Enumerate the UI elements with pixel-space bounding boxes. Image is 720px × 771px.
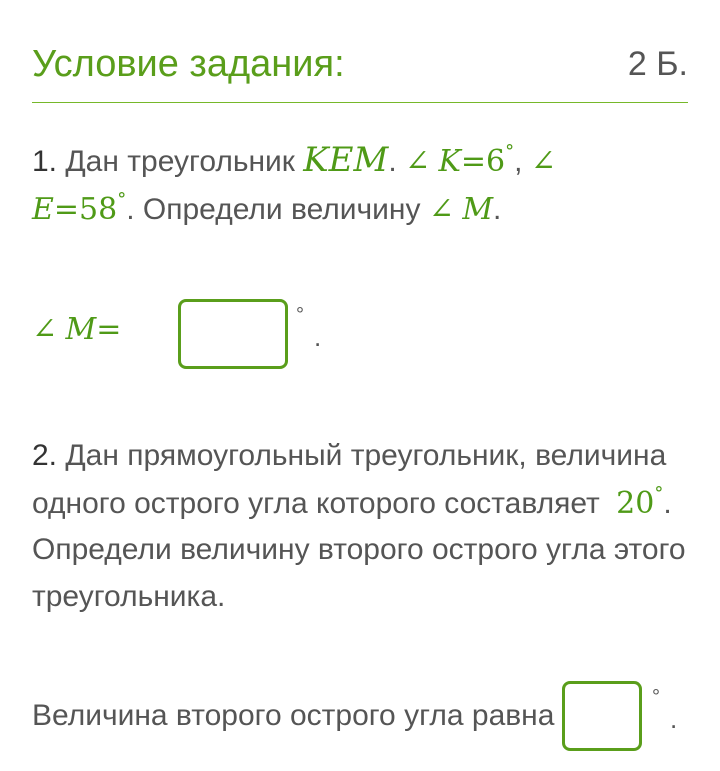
task2-text2: одного острого угла которого составляет bbox=[32, 487, 600, 520]
answer-m-letter: M bbox=[65, 312, 97, 347]
task1-number: 1. bbox=[32, 145, 58, 178]
task2-number: 2. bbox=[32, 439, 58, 472]
equals-sign: = bbox=[460, 144, 487, 179]
task1-text-a: Дан треугольник bbox=[57, 145, 304, 178]
task-title: Условие задания: bbox=[32, 43, 345, 85]
answer2-dot: . bbox=[670, 704, 678, 734]
task1-comma: , bbox=[514, 145, 531, 178]
task2-line2 bbox=[32, 484, 672, 528]
task1-dot2: . bbox=[493, 193, 502, 226]
angle-symbol-2: ∠ bbox=[530, 144, 556, 179]
task-header bbox=[32, 40, 688, 103]
angle-m-letter: M bbox=[462, 192, 494, 227]
angle-e-value: 58 bbox=[79, 192, 118, 227]
triangle-name: KEM bbox=[303, 140, 389, 180]
task2-degree: ° bbox=[654, 483, 664, 504]
angle-k-value: 6 bbox=[486, 144, 506, 179]
answer1-degree: ° bbox=[296, 304, 304, 326]
angle-symbol-3: ∠ bbox=[428, 192, 454, 227]
degree-sign-2: ° bbox=[117, 189, 127, 210]
task2-text1: Дан прямоугольный треугольник, величина bbox=[57, 439, 667, 472]
answer1-dot: . bbox=[314, 322, 322, 352]
angle-k-letter: K bbox=[438, 144, 461, 179]
task2-answer-label: Величина второго острого угла равна bbox=[32, 699, 555, 732]
task1-answer-label bbox=[32, 310, 121, 350]
task1-line2 bbox=[32, 190, 501, 234]
task1-text-b: . Определи величину bbox=[126, 193, 429, 226]
degree-sign: ° bbox=[505, 141, 515, 162]
task2-dot: . bbox=[663, 487, 672, 520]
angle-symbol: ∠ bbox=[405, 144, 431, 179]
answer2-degree: ° bbox=[652, 686, 660, 708]
answer1-input[interactable] bbox=[178, 299, 288, 369]
answer-equals: = bbox=[96, 312, 122, 347]
angle-symbol-4: ∠ bbox=[32, 312, 58, 347]
equals-sign-2: = bbox=[53, 192, 80, 227]
angle-e-letter: E bbox=[32, 192, 54, 227]
task1-dot1: . bbox=[388, 145, 405, 178]
answer2-input[interactable] bbox=[562, 681, 642, 751]
task2-line4: треугольника. bbox=[32, 580, 226, 613]
task2-angle-value: 20 bbox=[616, 486, 655, 521]
task-points: 2 Б. bbox=[627, 45, 688, 83]
task2-line1 bbox=[32, 436, 666, 476]
task2-line3: Определи величину второго острого угла этого bbox=[32, 533, 686, 566]
task1-line1 bbox=[32, 140, 556, 186]
